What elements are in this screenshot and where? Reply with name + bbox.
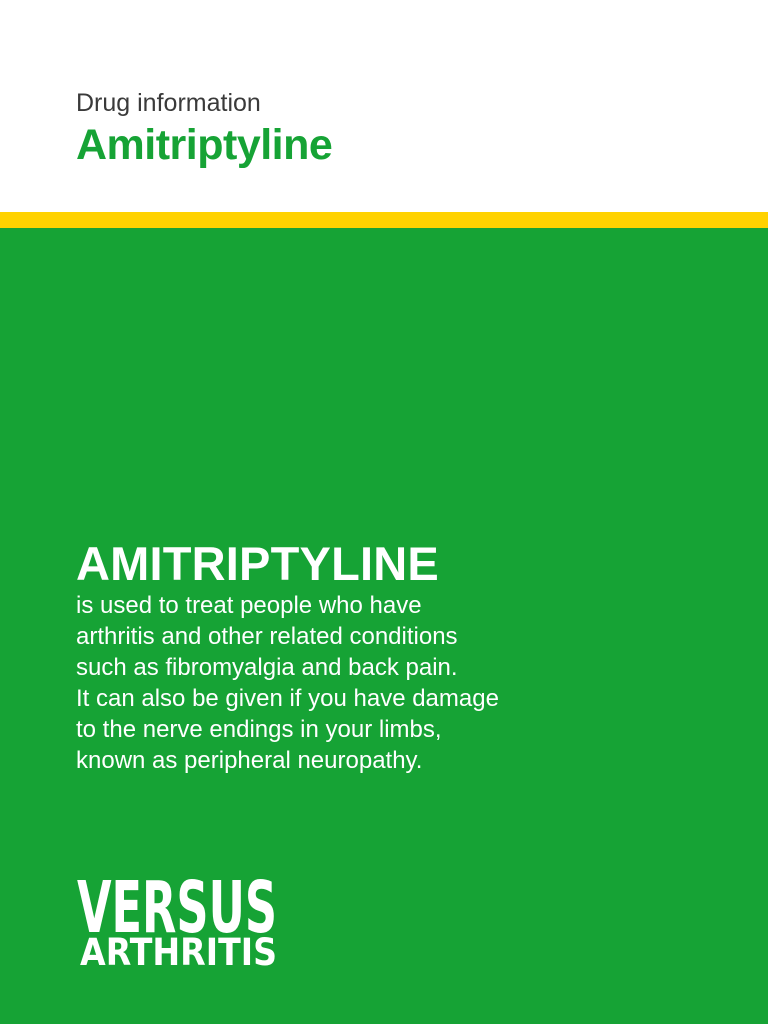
yellow-divider bbox=[0, 212, 768, 228]
versus-arthritis-logo bbox=[76, 872, 286, 972]
intro-line: is used to treat people who have bbox=[76, 592, 422, 619]
intro-line: to the nerve endings in your limbs, bbox=[76, 716, 442, 743]
intro-heading: AMITRIPTYLINE bbox=[76, 537, 439, 590]
document-title: Amitriptyline bbox=[76, 121, 333, 169]
intro-line: known as peripheral neuropathy. bbox=[76, 747, 423, 774]
logo-line-versus: VERSUS bbox=[77, 872, 277, 949]
intro-line: such as fibromyalgia and back pain. bbox=[76, 654, 458, 681]
intro-line: arthritis and other related conditions bbox=[76, 623, 458, 650]
intro-line: It can also be given if you have damage bbox=[76, 685, 499, 712]
intro-paragraph bbox=[76, 590, 636, 776]
logo-line-arthritis: ARTHRITIS bbox=[80, 931, 277, 972]
header-eyebrow: Drug information bbox=[76, 89, 261, 117]
document-header bbox=[0, 0, 768, 212]
